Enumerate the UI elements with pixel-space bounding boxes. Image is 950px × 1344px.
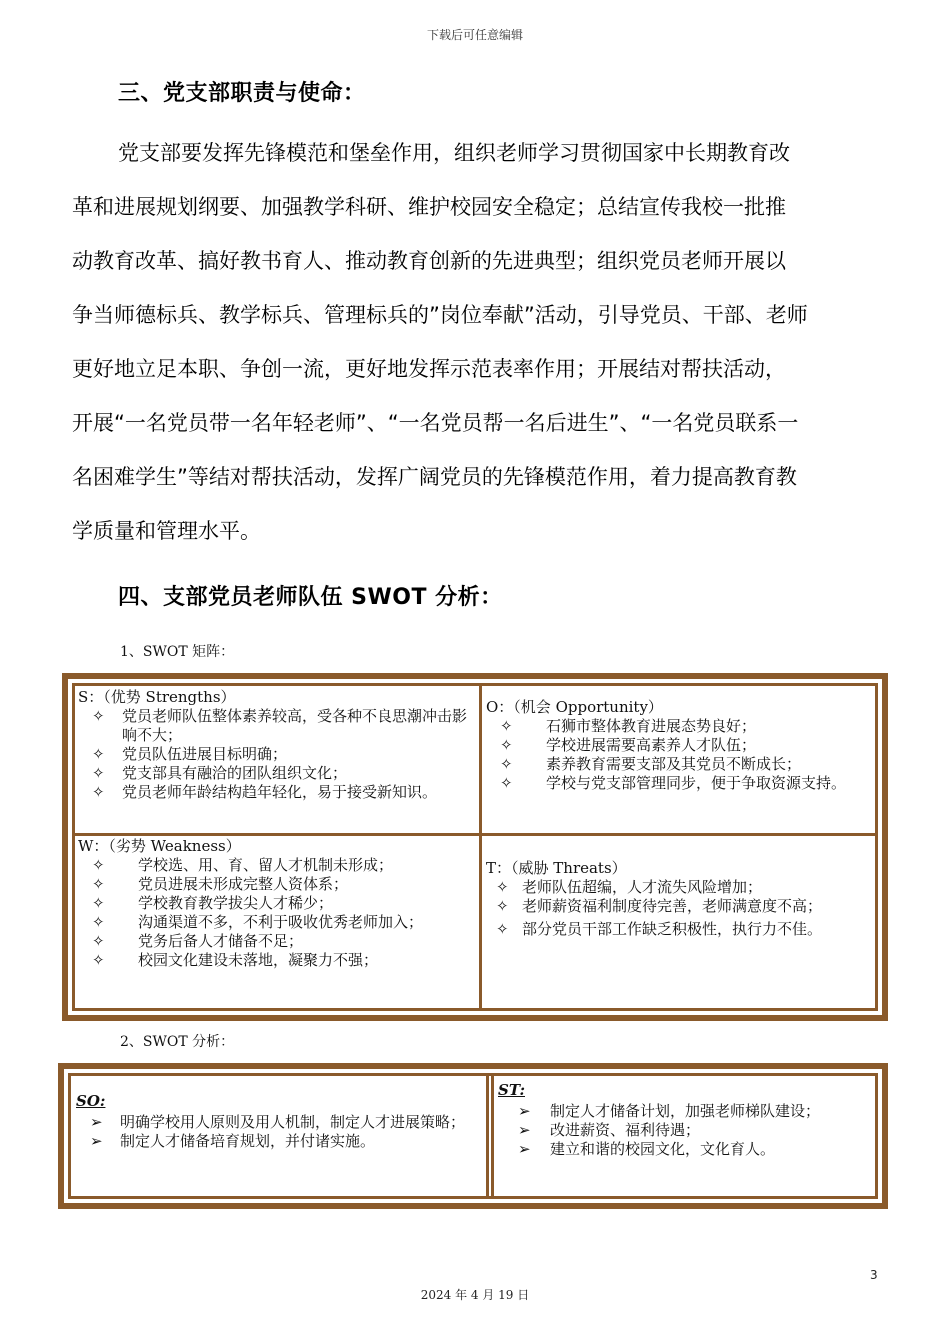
diamond-bullet-icon: ✧ (500, 717, 513, 735)
footer-date: 2024 年 4 月 19 日 (420, 1288, 530, 1302)
st-title: ST: (498, 1081, 525, 1099)
list-item: ✧ 党支部具有融洽的团队组织文化； (92, 764, 348, 782)
diamond-bullet-icon: ✧ (92, 951, 105, 969)
swot-so (76, 1092, 480, 1151)
diamond-bullet-icon: ✧ (500, 755, 513, 773)
threats-title: T：（威胁 Threats） (486, 859, 627, 877)
diamond-bullet-icon: ✧ (92, 783, 105, 801)
list-item: ✧ 沟通渠道不多，不利于吸收优秀老师加入； (92, 913, 424, 931)
para-line: 名困难学生”等结对帮扶活动，发挥广阔党员的先锋模范作用，着力提高教育教 (72, 465, 797, 489)
diamond-bullet-icon: ✧ (496, 920, 509, 938)
list-item: ✧ 学校进展需要高素养人才队伍； (500, 736, 757, 754)
list-item: ✧ 党员进展未形成完整人资体系； (92, 875, 349, 893)
diamond-bullet-icon: ✧ (92, 875, 105, 893)
list-item: ✧ 部分党员干部工作缺乏积极性，执行力不佳。 (496, 920, 823, 938)
diamond-bullet-icon: ✧ (496, 878, 509, 896)
weaknesses-title: W：（劣势 Weakness） (78, 837, 241, 855)
diamond-bullet-icon: ✧ (92, 764, 105, 782)
para-line: 更好地立足本职、争创一流，更好地发挥示范表率作用；开展结对帮扶活动， (72, 357, 786, 381)
swot-analysis-label: 2、SWOT 分析： (120, 1034, 235, 1050)
para-line: 动教育改革、搞好教书育人、推动教育创新的先进典型；组织党员老师开展以 (72, 249, 786, 273)
section3-heading: 三、党支部职责与使命： (118, 81, 366, 106)
list-item: ✧ 学校与党支部管理同步，便于争取资源支持。 (500, 774, 847, 792)
list-item: ✧ 老师薪资福利制度待完善，老师满意度不高； (496, 897, 823, 915)
list-item: ✧ 校园文化建设未落地，凝聚力不强； (92, 951, 379, 969)
list-item: ➢ 改进薪资、福利待遇； (518, 1121, 701, 1139)
diamond-bullet-icon: ✧ (500, 774, 513, 792)
diamond-bullet-icon: ✧ (92, 856, 105, 874)
section3-paragraph (72, 126, 882, 558)
list-item: ➢ 制定人才储备培育规划，并付诸实施。 (90, 1132, 376, 1150)
diamond-bullet-icon: ✧ (500, 736, 513, 754)
diamond-bullet-icon: ✧ (496, 897, 509, 915)
section4-heading: 四、支部党员老师队伍 SWOT 分析： (118, 585, 503, 610)
swot-weaknesses (78, 837, 476, 970)
list-item: ➢ 制定人才储备计划，加强老师梯队建设； (518, 1102, 821, 1120)
arrow-bullet-icon: ➢ (90, 1113, 103, 1131)
swot-strengths (78, 688, 476, 802)
arrow-bullet-icon: ➢ (518, 1102, 531, 1120)
list-item: ✧ 学校选、用、育、留人才机制未形成； (92, 856, 394, 874)
arrow-bullet-icon: ➢ (518, 1140, 531, 1158)
swot-opportunities (486, 698, 872, 793)
diamond-bullet-icon: ✧ (92, 932, 105, 950)
para-line: 学质量和管理水平。 (72, 519, 261, 543)
list-item: ✧ 党员老师队伍整体素养较高，受各种不良思潮冲击影响不大； (92, 707, 468, 744)
list-item: ➢ 建立和谐的校园文化，文化育人。 (518, 1140, 776, 1158)
list-item: ✧ 学校教育教学拔尖人才稀少； (92, 894, 334, 912)
arrow-bullet-icon: ➢ (518, 1121, 531, 1139)
list-item: ➢ 明确学校用人原则及用人机制，制定人才进展策略； (90, 1113, 466, 1131)
list-item: ✧ 石狮市整体教育进展态势良好； (500, 717, 757, 735)
swot-threats (486, 859, 872, 939)
so-title: SO: (76, 1092, 106, 1110)
list-item: ✧ 党员队伍进展目标明确； (92, 745, 288, 763)
para-line: 争当师德标兵、教学标兵、管理标兵的”岗位奉献”活动，引导党员、干部、老师 (72, 303, 808, 327)
diamond-bullet-icon: ✧ (92, 707, 105, 725)
para-line: 革和进展规划纲要、加强教学科研、维护校园安全稳定；总结宣传我校一批推 (72, 195, 786, 219)
list-item: ✧ 素养教育需要支部及其党员不断成长； (500, 755, 802, 773)
opportunities-title: O：（机会 Opportunity） (486, 698, 663, 716)
diamond-bullet-icon: ✧ (92, 894, 105, 912)
list-item: ✧ 党务后备人才储备不足； (92, 932, 304, 950)
diamond-bullet-icon: ✧ (92, 913, 105, 931)
swot-matrix-label: 1、SWOT 矩阵： (120, 644, 235, 660)
arrow-bullet-icon: ➢ (90, 1132, 103, 1150)
list-item: ✧ 党员老师年龄结构趋年轻化，易于接受新知识。 (92, 783, 438, 801)
swot-st (498, 1081, 874, 1159)
list-item: ✧ 老师队伍超编，人才流失风险增加； (496, 878, 763, 896)
page-header: 下载后可任意编辑 (426, 28, 523, 42)
para-line: 党支部要发挥先锋模范和堡垒作用，组织老师学习贯彻国家中长期教育改 (118, 141, 790, 165)
strengths-title: S：（优势 Strengths） (78, 688, 236, 706)
para-line: 开展“一名党员带一名年轻老师”、“一名党员帮一名后进生”、“一名党员联系一 (72, 411, 799, 435)
diamond-bullet-icon: ✧ (92, 745, 105, 763)
page-number: 3 (870, 1268, 878, 1282)
